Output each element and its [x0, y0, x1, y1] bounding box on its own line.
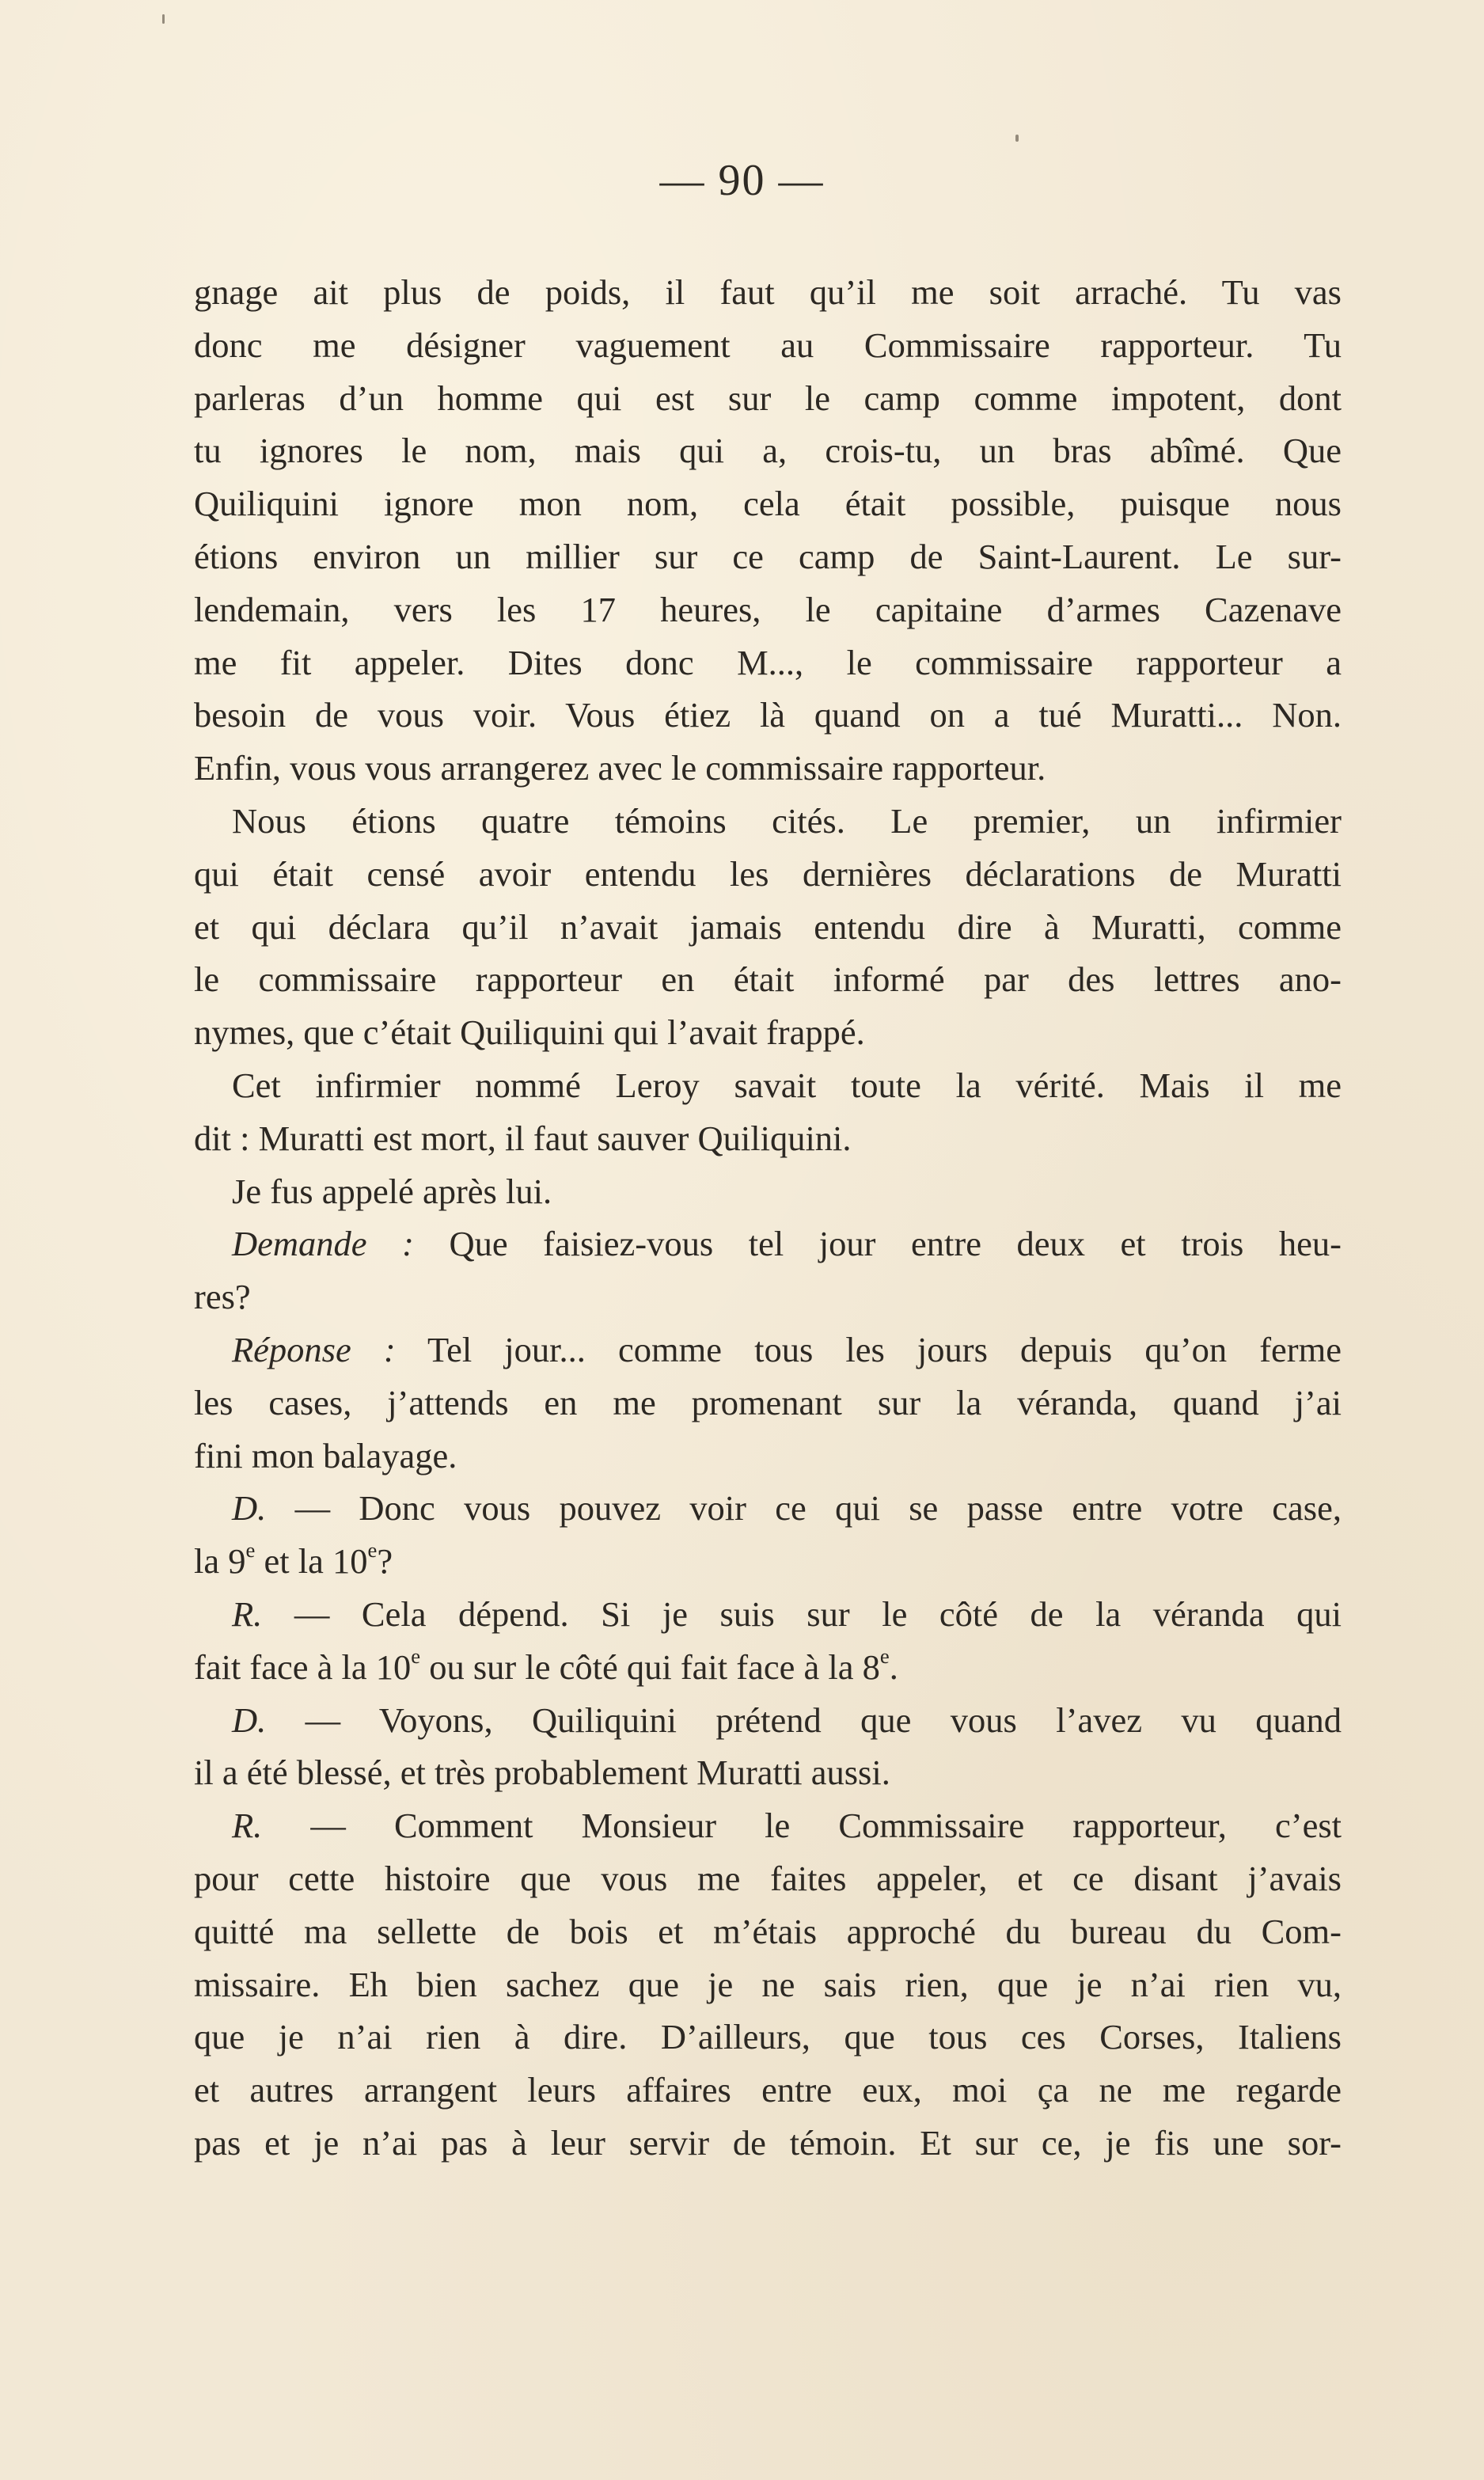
speaker-label: D.	[232, 1488, 267, 1529]
page-number: — 90 —	[659, 156, 825, 205]
text-line: pour cette histoire que vous me faites appeler, et ce disant j’avais	[194, 1858, 1342, 1898]
text-line: Quiliquini ignore mon nom, cela était possible, puisque nous	[194, 484, 1342, 524]
text-line: les cases, j’attends en me promenant sur la véranda, quand j’ai	[194, 1382, 1342, 1422]
text-line: il a été blessé, et très probablement Muratti aussi.	[194, 1753, 890, 1793]
text-line: tu ignores le nom, mais qui a, crois-tu, un bras abîmé. Que	[194, 431, 1342, 471]
line-text: — Voyons, Quiliquini prétend que vous l’avez vu quand	[266, 1700, 1342, 1740]
speaker-label: Réponse :	[232, 1329, 396, 1369]
speaker-label: D.	[232, 1700, 267, 1740]
line-text: — Donc vous pouvez voir ce qui se passe entre votre case,	[266, 1488, 1342, 1529]
text-line: et autres arrangent leurs affaires entre eux, moi ça ne me regarde	[194, 2070, 1342, 2110]
text-line: le commissaire rapporteur en était informé par des lettres ano-	[194, 959, 1342, 1000]
text-line: que je n’ai rien à dire. D’ailleurs, que tous ces Corses, Italiens	[194, 2017, 1342, 2057]
text-line: gnage ait plus de poids, il faut qu’il me soit arraché. Tu vas	[194, 272, 1342, 312]
question-line	[194, 1217, 1342, 1270]
text-line: fait face à la 10e ou sur le côté qui fait face à la 8e.	[194, 1643, 898, 1687]
question-line	[194, 1694, 1342, 1747]
speaker-label: Demande :	[232, 1224, 414, 1264]
text-line: res?	[194, 1277, 251, 1317]
line-text: Que faisiez-vous tel jour entre deux et trois heu-	[413, 1224, 1342, 1264]
text-line: étions environ un millier sur ce camp de Saint-Laurent. Le sur-	[194, 536, 1342, 576]
speaker-label: R.	[232, 1593, 263, 1634]
text-line: quitté ma sellette de bois et m’étais approché du bureau du Com-	[194, 1911, 1342, 1951]
paragraph-start-line: Je fus appelé après lui.	[232, 1171, 552, 1211]
text-line: missaire. Eh bien sachez que je ne sais rien, que je n’ai rien vu,	[194, 1964, 1342, 2004]
text-line: Enfin, vous vous arrangerez avec le commissaire rapporteur.	[194, 748, 1046, 788]
line-text: Tel jour... comme tous les jours depuis qu’on ferme	[395, 1329, 1342, 1369]
line-text: — Cela dépend. Si je suis sur le côté de la véranda qui	[262, 1593, 1342, 1634]
page-body-text	[194, 266, 1342, 2170]
text-line: nymes, que c’était Quiliquini qui l’avait frappé.	[194, 1012, 865, 1053]
question-line	[194, 1482, 1342, 1535]
text-line: donc me désigner vaguement au Commissaire rapporteur. Tu	[194, 325, 1342, 365]
text-line: besoin de vous voir. Vous étiez là quand on a tué Muratti... Non.	[194, 695, 1342, 735]
paragraph-start-line: Nous étions quatre témoins cités. Le premier, un infirmier	[232, 800, 1342, 841]
text-line: parleras d’un homme qui est sur le camp comme impotent, dont	[194, 378, 1342, 418]
answer-line	[194, 1799, 1342, 1852]
speaker-label: R.	[232, 1806, 263, 1846]
answer-line	[194, 1324, 1342, 1377]
text-line: qui était censé avoir entendu les dernières déclarations de Muratti	[194, 853, 1342, 894]
text-line: pas et je n’ai pas à leur servir de témoin. Et sur ce, je fis une sor-	[194, 2122, 1342, 2163]
paragraph-start-line: Cet infirmier nommé Leroy savait toute la vérité. Mais il me	[232, 1065, 1342, 1105]
paper-speck	[162, 14, 165, 24]
answer-line	[194, 1588, 1342, 1641]
text-line: lendemain, vers les 17 heures, le capitaine d’armes Cazenave	[194, 589, 1342, 629]
text-line: et qui déclara qu’il n’avait jamais entendu dire à Muratti, comme	[194, 906, 1342, 947]
text-line: dit : Muratti est mort, il faut sauver Quiliquini.	[194, 1118, 852, 1158]
text-line: me fit appeler. Dites donc M..., le commissaire rapporteur a	[194, 642, 1342, 682]
text-line: fini mon balayage.	[194, 1435, 457, 1475]
paper-speck	[1015, 135, 1019, 142]
line-text: — Comment Monsieur le Commissaire rapporteur, c’est	[262, 1806, 1342, 1846]
text-line: la 9e et la 10e?	[194, 1538, 393, 1582]
